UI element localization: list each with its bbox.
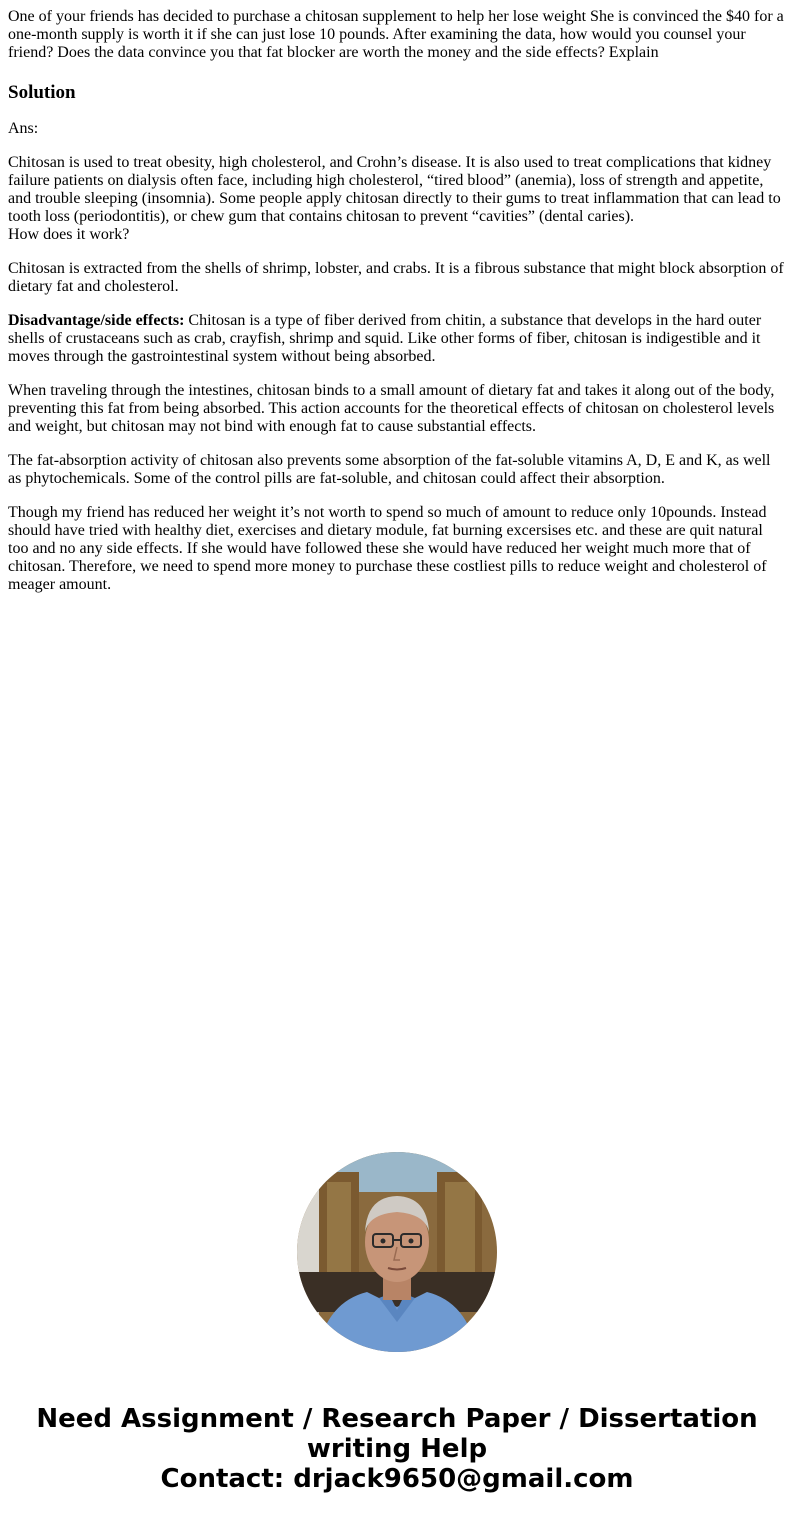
paragraph-intestines: When traveling through the intestines, chitosan binds to a small amount of dietary fat and takes it along out of the body, preventing this fat from being absorbed. This action accounts for the theoretical effects of chitosan on cholesterol levels and weight, but chitosan may not bind with enough fat to cause substantial effects. — [8, 382, 775, 435]
author-avatar — [297, 1152, 497, 1352]
author-portrait-image — [297, 1152, 497, 1352]
promo-line-1: Need Assignment / Research Paper / Dissertation — [36, 1404, 758, 1434]
how-it-works-text: How does it work? — [8, 226, 130, 243]
promo-contact: Contact: drjack9650@gmail.com — [160, 1464, 634, 1494]
side-effects-label: Disadvantage/side effects: — [8, 312, 185, 329]
side-effects-text: Chitosan is a type of fiber derived from chitin, a substance that develops in the hard outer shells of crustaceans such as crab, crayfish, shrimp and squid. Like other forms of fiber, chitosan is indigestible and it moves through the gastrointestinal system without being absorbed. — [8, 312, 762, 365]
paragraph-uses — [8, 154, 786, 244]
answer-label: Ans: — [8, 120, 39, 137]
paragraph-extraction: Chitosan is extracted from the shells of shrimp, lobster, and crabs. It is a fibrous substance that might block absorption of dietary fat and cholesterol. — [8, 260, 784, 295]
solution-heading: Solution — [8, 82, 76, 103]
promo-line-2: writing Help — [306, 1434, 488, 1464]
article-body — [8, 8, 786, 610]
paragraph-conclusion: Though my friend has reduced her weight it’s not worth to spend so much of amount to reduce only 10pounds. Instead should have tried with healthy diet, exercises and dietary module, fat burning excersises etc. and these are quit natural too and no any side effects. If she would have followed these she would have reduced her weight much more that of chitosan. Therefore, we need to spend more money to purchase these costliest pills to reduce weight and cholesterol of meager amount. — [8, 504, 767, 593]
paragraph-side-effects — [8, 312, 786, 366]
paragraph-vitamins: The fat-absorption activity of chitosan also prevents some absorption of the fat-soluble vitamins A, D, E and K, as well as phytochemicals. Some of the control pills are fat-soluble, and chitosan could affect their absorption. — [8, 452, 771, 487]
question-text: One of your friends has decided to purchase a chitosan supplement to help her lose weight She is convinced the $40 for a one-month supply is worth it if she can just lose 10 pounds. After examining the data, how would you counsel your friend? Does the data convince you that fat blocker are worth the money and the side effects? Explain — [8, 8, 784, 61]
uses-text: Chitosan is used to treat obesity, high cholesterol, and Crohn’s disease. It is also used to treat complications that kidney failure patients on dialysis often face, including high cholesterol, “tired blood” (anemia), loss of strength and appetite, and trouble sleeping (insomnia). Some people apply chitosan directly to their gums to treat inflammation that can lead to tooth loss (periodontitis), or chew gum that contains chitosan to prevent “cavities” (dental caries). — [8, 154, 781, 225]
promo-banner — [0, 1404, 794, 1494]
